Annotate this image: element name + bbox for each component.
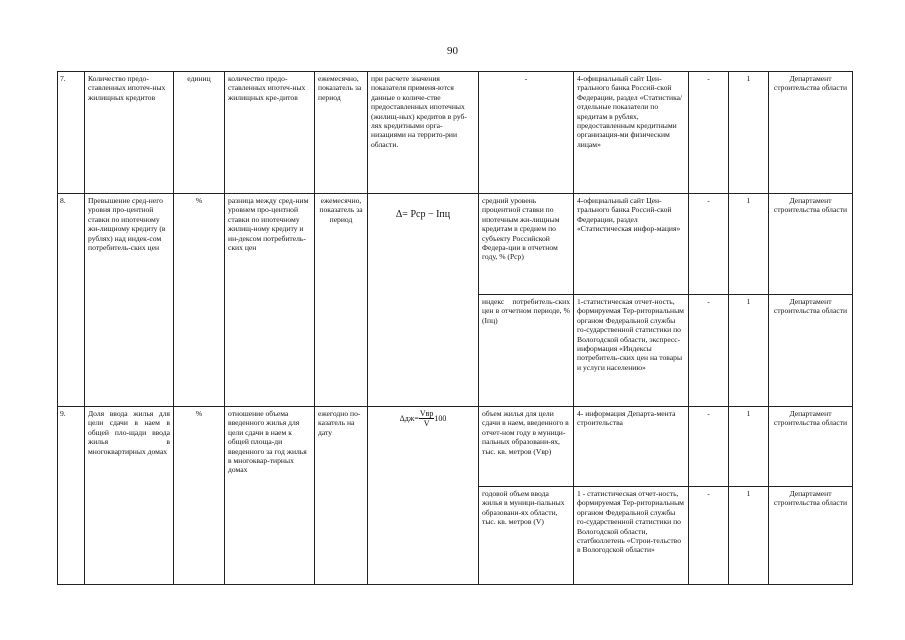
method-cell: при расчете значения показателя применя-ются данные о количе-стве предоставленных ипотечных (жилищ-ных) кредитов в руб-лях кредитными орга-низациями на террито-рии области. (368, 72, 479, 194)
column-10-cell: 1 (729, 194, 769, 295)
basic-indicators-cell: средний уровень процентной ставки по ипотечным жи-лищным кредитам в среднем по субъекту Российской Федера-ции в отчетном году, % (Рср) (479, 194, 574, 295)
column-10-cell: 1 (729, 295, 769, 407)
formula-cell: Δ= Pcp − Iпц (368, 194, 479, 407)
unit-cell: единиц (174, 72, 225, 194)
responsible-cell: Департамент строительства области (769, 72, 853, 194)
table-row-7 (58, 72, 853, 194)
formula-cell (368, 407, 479, 585)
indicator-name: Превышение сред-него уровня про-центной ставки по ипотечному жи-лищному кредиту (в рублях) над индек-сом потребитель-ских цен (85, 194, 174, 407)
responsible-cell: Департамент строительства области (769, 407, 853, 487)
column-10-cell: 1 (729, 487, 769, 585)
indicators-table (57, 71, 853, 585)
periodicity-cell: ежемесячно, показатель за период (315, 72, 368, 194)
row-number: 9. (58, 407, 85, 585)
unit-cell: % (174, 407, 225, 585)
unit-cell: % (174, 194, 225, 407)
table-row-9 (58, 407, 853, 487)
indicator-name: Количество предо-ставленных ипотеч-ных жилищных кредитов (85, 72, 174, 194)
responsible-cell: Департамент строительства области (769, 295, 853, 407)
column-9-cell: - (689, 407, 729, 487)
definition-cell: отношение объема введенного жилья для цели сдачи в наем к общей площа-ди введенного за год жилья в многоквар-тирных домах (225, 407, 315, 585)
responsible-cell: Департамент строительства области (769, 487, 853, 585)
formula-denominator: V (423, 419, 430, 428)
data-source-cell: 4- информация Департа-мента строительства (574, 407, 689, 487)
data-source-cell: 1-статистическая отчет-ность, формируемая Тер-риториальным органом Федеральной службы го-сударственной статистики по Вологодской области, экспресс-информация «Индексы потребитель-ских цен на товары и услуги населению» (574, 295, 689, 407)
column-10-cell: 1 (729, 407, 769, 487)
responsible-cell: Департамент строительства области (769, 194, 853, 295)
formula-numerator: Vвр (419, 409, 434, 418)
column-9-cell: - (689, 487, 729, 585)
column-9-cell: - (689, 194, 729, 295)
basic-indicators-cell: индекс потребитель-ских цен в отчетном периоде, % (Iпц) (479, 295, 574, 407)
periodicity-cell: ежегодно по-казатель на дату (315, 407, 368, 585)
column-9-cell: - (689, 295, 729, 407)
column-9-cell: - (689, 72, 729, 194)
data-source-cell: 1 - статистическая отчет-ность, формируемая Тер-риториальным органом Федеральной службы го-сударственной статистики по Вологодской области, статбюллетень «Строи-тельство в Вологодской области» (574, 487, 689, 585)
indicators-table-container (57, 71, 852, 584)
formula-fraction (419, 409, 435, 428)
indicator-name: Доля ввода жилья для цели сдачи в наем в общей пло-щади ввода жилья в многоквартирных домах (85, 407, 174, 585)
formula-lhs: Δдж= (399, 413, 419, 423)
basic-indicators-cell: годовой объем ввода жилья в муници-пальных образовани-ях области, тыс. кв. метров (V) (479, 487, 574, 585)
table-row-8 (58, 194, 853, 295)
definition-cell: разница между сред-ним уровнем про-центной ставки по ипотечному жилищ-ному кредиту и ин-дексом потребитель-ских цен (225, 194, 315, 407)
data-source-cell: 4-официальный сайт Цен-трального банка Россий-ской Федерации, раздел «Статистическая инфор-мация» (574, 194, 689, 295)
basic-indicators-cell: объем жилья для цели сдачи в наем, введенного в отчет-ном году в муници-пальных образовани-ях, тыс. кв. метров (Vвр) (479, 407, 574, 487)
page-number: 90 (447, 45, 458, 57)
periodicity-cell: ежемесячно, показатель за период (315, 194, 368, 407)
formula-multiplier: 100 (434, 413, 447, 423)
row-number: 8. (58, 194, 85, 407)
column-10-cell: 1 (729, 72, 769, 194)
definition-cell: количество предо-ставленных ипотеч-ных жилищных кре-дитов (225, 72, 315, 194)
data-source-cell: 4-официальный сайт Цен-трального банка Россий-ской Федерации, раздел «Статистика/отдельные показатели по кредитам в рублях, предоставленным кредитными организация-ми физическим лицам» (574, 72, 689, 194)
basic-indicators-cell: - (479, 72, 574, 194)
row-number: 7. (58, 72, 85, 194)
